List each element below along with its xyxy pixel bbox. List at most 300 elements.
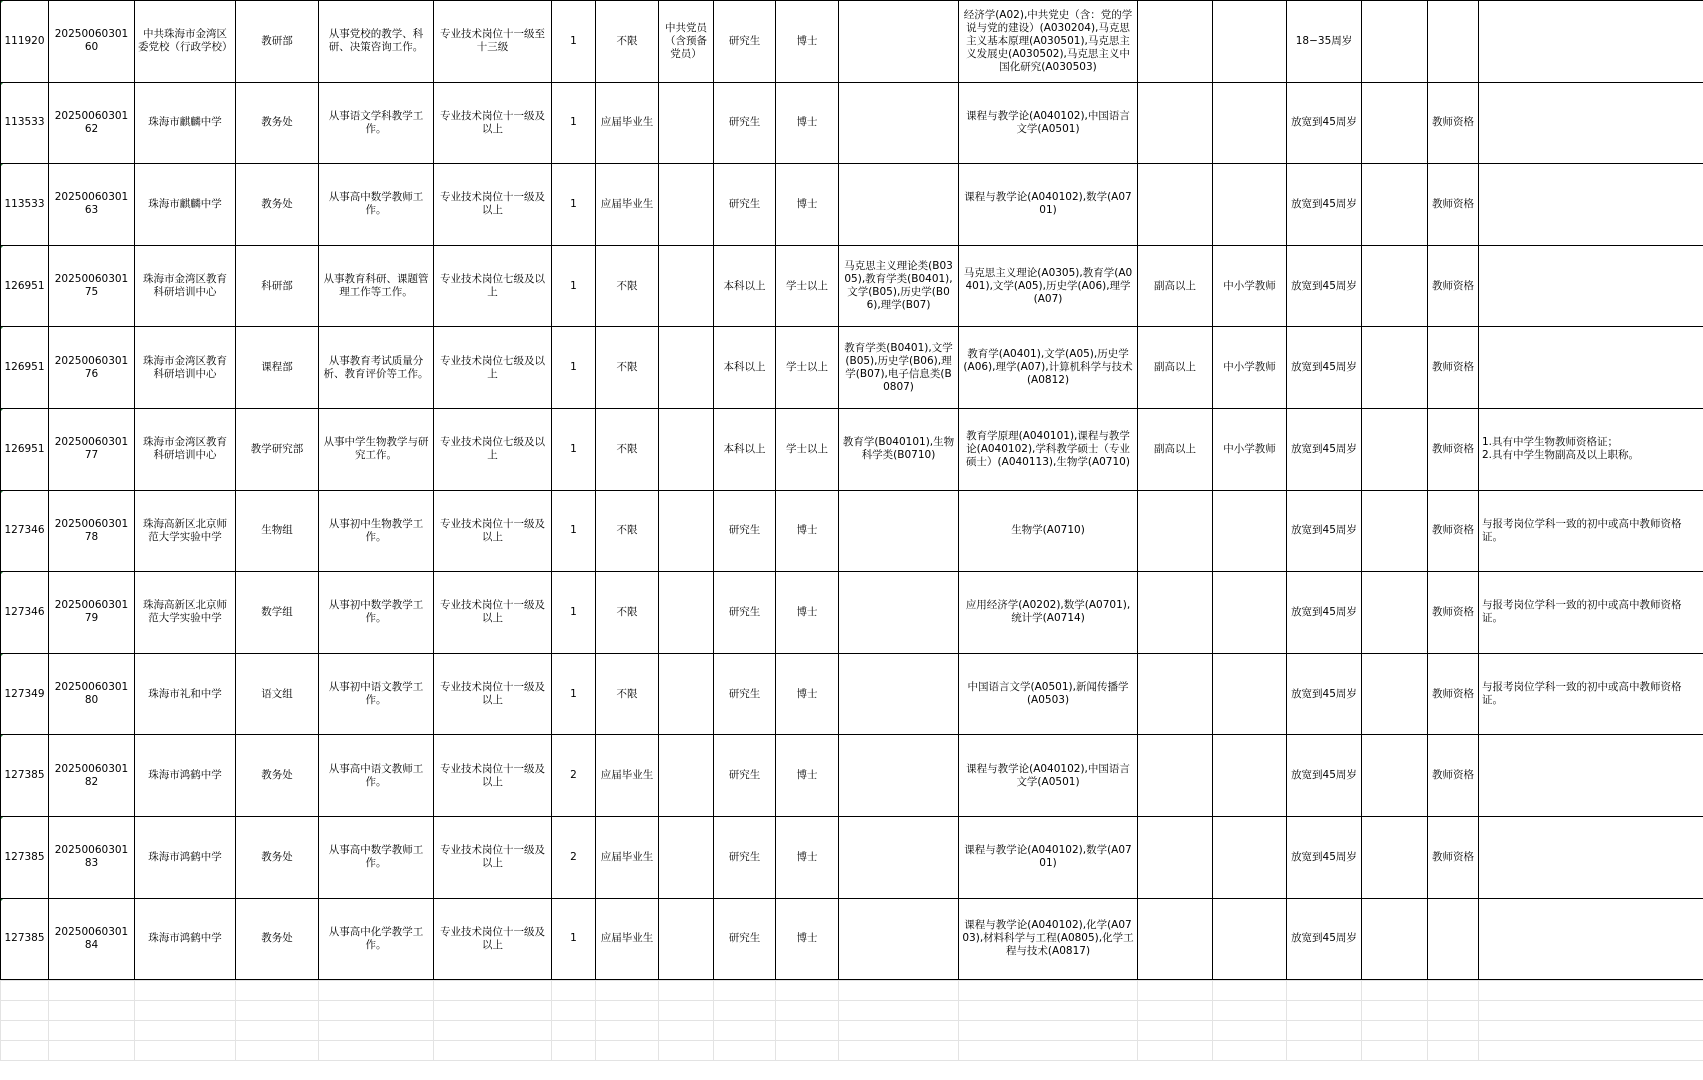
cell-target[interactable]: 应届毕业生 xyxy=(596,898,659,980)
cell-edu[interactable]: 研究生 xyxy=(714,572,776,654)
cell-other[interactable] xyxy=(1479,898,1703,980)
cell-cert[interactable]: 教师资格 xyxy=(1428,408,1479,490)
empty-cell[interactable] xyxy=(1213,1041,1287,1061)
cell-count[interactable]: 1 xyxy=(552,490,596,572)
cell-level[interactable]: 专业技术岗位十一级及以上 xyxy=(434,735,552,817)
empty-cell[interactable] xyxy=(236,1041,319,1061)
empty-cell[interactable] xyxy=(434,1041,552,1061)
cell-major_pg[interactable]: 经济学(A02),中共党史（含：党的学说与党的建设）(A030204),马克思主义基本原理(A030501),马克思主义发展史(A030502),马克思主义中国化研究(A030503) xyxy=(959,1,1138,83)
cell-major_pg[interactable]: 课程与教学论(A040102),数学(A0701) xyxy=(959,816,1138,898)
cell-degree[interactable]: 博士 xyxy=(776,572,839,654)
cell-cert[interactable]: 教师资格 xyxy=(1428,816,1479,898)
cell-other[interactable]: 与报考岗位学科一致的初中或高中教师资格证。 xyxy=(1479,653,1703,735)
cell-c16[interactable] xyxy=(1362,245,1428,327)
cell-duty[interactable]: 从事初中语文教学工作。 xyxy=(319,653,434,735)
cell-count[interactable]: 1 xyxy=(552,572,596,654)
cell-other[interactable] xyxy=(1479,735,1703,817)
cell-age[interactable]: 放宽到45周岁 xyxy=(1287,327,1362,409)
cell-code[interactable]: 113533 xyxy=(1,82,49,164)
empty-cell[interactable] xyxy=(596,981,659,1001)
cell-unit[interactable]: 珠海市礼和中学 xyxy=(135,653,236,735)
cell-unit[interactable]: 珠海市麒麟中学 xyxy=(135,82,236,164)
cell-unit[interactable]: 珠海市麒麟中学 xyxy=(135,164,236,246)
empty-cell[interactable] xyxy=(49,1041,135,1061)
cell-degree[interactable]: 博士 xyxy=(776,816,839,898)
cell-cert[interactable]: 教师资格 xyxy=(1428,653,1479,735)
cell-edu[interactable]: 研究生 xyxy=(714,816,776,898)
cell-major_ug[interactable] xyxy=(839,490,959,572)
empty-cell[interactable] xyxy=(1138,981,1213,1001)
empty-cell[interactable] xyxy=(1,1041,49,1061)
cell-duty[interactable]: 从事语文学科教学工作。 xyxy=(319,82,434,164)
cell-code[interactable]: 111920 xyxy=(1,1,49,83)
cell-post[interactable]: 2025006030160 xyxy=(49,1,135,83)
cell-level[interactable]: 专业技术岗位七级及以上 xyxy=(434,245,552,327)
empty-cell[interactable] xyxy=(49,1021,135,1041)
empty-cell[interactable] xyxy=(1287,1041,1362,1061)
cell-politics[interactable] xyxy=(659,653,714,735)
cell-degree[interactable]: 博士 xyxy=(776,490,839,572)
empty-cell[interactable] xyxy=(135,1041,236,1061)
empty-cell[interactable] xyxy=(1287,1021,1362,1041)
empty-cell[interactable] xyxy=(596,1041,659,1061)
cell-major_pg[interactable]: 课程与教学论(A040102),化学(A0703),材料科学与工程(A0805),化学工程与技术(A0817) xyxy=(959,898,1138,980)
cell-dept[interactable]: 教务处 xyxy=(236,816,319,898)
empty-cell[interactable] xyxy=(552,1041,596,1061)
cell-major_pg[interactable]: 中国语言文学(A0501),新闻传播学(A0503) xyxy=(959,653,1138,735)
empty-cell[interactable] xyxy=(135,1021,236,1041)
cell-title[interactable] xyxy=(1138,816,1213,898)
cell-code[interactable]: 126951 xyxy=(1,245,49,327)
cell-count[interactable]: 2 xyxy=(552,735,596,817)
cell-level[interactable]: 专业技术岗位十一级及以上 xyxy=(434,164,552,246)
cell-duty[interactable]: 从事中学生物教学与研究工作。 xyxy=(319,408,434,490)
cell-target[interactable]: 不限 xyxy=(596,572,659,654)
empty-cell[interactable] xyxy=(1428,1021,1479,1041)
cell-duty[interactable]: 从事教育科研、课题管理工作等工作。 xyxy=(319,245,434,327)
cell-count[interactable]: 1 xyxy=(552,245,596,327)
empty-cell[interactable] xyxy=(135,981,236,1001)
cell-level[interactable]: 专业技术岗位七级及以上 xyxy=(434,327,552,409)
empty-cell[interactable] xyxy=(1428,1041,1479,1061)
cell-degree[interactable]: 学士以上 xyxy=(776,327,839,409)
empty-cell[interactable] xyxy=(959,1021,1138,1041)
cell-count[interactable]: 1 xyxy=(552,1,596,83)
empty-cell[interactable] xyxy=(1,981,49,1001)
cell-major_ug[interactable]: 马克思主义理论类(B0305),教育学类(B0401),文学(B05),历史学(B06),理学(B07) xyxy=(839,245,959,327)
cell-qual[interactable] xyxy=(1213,164,1287,246)
cell-politics[interactable] xyxy=(659,735,714,817)
cell-degree[interactable]: 博士 xyxy=(776,898,839,980)
cell-c16[interactable] xyxy=(1362,82,1428,164)
cell-politics[interactable] xyxy=(659,327,714,409)
cell-edu[interactable]: 研究生 xyxy=(714,898,776,980)
cell-cert[interactable]: 教师资格 xyxy=(1428,735,1479,817)
cell-edu[interactable]: 研究生 xyxy=(714,490,776,572)
cell-level[interactable]: 专业技术岗位十一级及以上 xyxy=(434,490,552,572)
cell-major_pg[interactable]: 马克思主义理论(A0305),教育学(A0401),文学(A05),历史学(A06),理学(A07) xyxy=(959,245,1138,327)
cell-other[interactable] xyxy=(1479,245,1703,327)
cell-post[interactable]: 2025006030163 xyxy=(49,164,135,246)
cell-post[interactable]: 2025006030162 xyxy=(49,82,135,164)
cell-duty[interactable]: 从事高中化学教学工作。 xyxy=(319,898,434,980)
cell-age[interactable]: 放宽到45周岁 xyxy=(1287,164,1362,246)
cell-major_ug[interactable]: 教育学类(B0401),文学(B05),历史学(B06),理学(B07),电子信息类(B0807) xyxy=(839,327,959,409)
cell-cert[interactable] xyxy=(1428,898,1479,980)
cell-dept[interactable]: 课程部 xyxy=(236,327,319,409)
empty-cell[interactable] xyxy=(1362,1021,1428,1041)
cell-unit[interactable]: 珠海市鸿鹤中学 xyxy=(135,816,236,898)
cell-code[interactable]: 127346 xyxy=(1,572,49,654)
cell-post[interactable]: 2025006030175 xyxy=(49,245,135,327)
cell-c16[interactable] xyxy=(1362,735,1428,817)
cell-code[interactable]: 126951 xyxy=(1,408,49,490)
cell-c16[interactable] xyxy=(1362,327,1428,409)
cell-other[interactable] xyxy=(1479,816,1703,898)
cell-degree[interactable]: 博士 xyxy=(776,1,839,83)
cell-cert[interactable]: 教师资格 xyxy=(1428,572,1479,654)
cell-major_ug[interactable]: 教育学(B040101),生物科学类(B0710) xyxy=(839,408,959,490)
empty-cell[interactable] xyxy=(434,1001,552,1021)
cell-count[interactable]: 1 xyxy=(552,82,596,164)
empty-cell[interactable] xyxy=(236,1021,319,1041)
cell-level[interactable]: 专业技术岗位十一级至十三级 xyxy=(434,1,552,83)
empty-cell[interactable] xyxy=(1213,1021,1287,1041)
cell-age[interactable]: 放宽到45周岁 xyxy=(1287,735,1362,817)
empty-cell[interactable] xyxy=(1213,1001,1287,1021)
empty-cell[interactable] xyxy=(434,1021,552,1041)
empty-cell[interactable] xyxy=(1213,981,1287,1001)
cell-degree[interactable]: 博士 xyxy=(776,164,839,246)
empty-cell[interactable] xyxy=(714,1001,776,1021)
cell-politics[interactable] xyxy=(659,245,714,327)
cell-count[interactable]: 1 xyxy=(552,327,596,409)
cell-cert[interactable]: 教师资格 xyxy=(1428,490,1479,572)
empty-cell[interactable] xyxy=(839,981,959,1001)
cell-other[interactable] xyxy=(1479,82,1703,164)
cell-unit[interactable]: 珠海市金湾区教育科研培训中心 xyxy=(135,245,236,327)
cell-cert[interactable] xyxy=(1428,1,1479,83)
cell-cert[interactable]: 教师资格 xyxy=(1428,164,1479,246)
cell-unit[interactable]: 珠海高新区北京师范大学实验中学 xyxy=(135,572,236,654)
empty-cell[interactable] xyxy=(659,981,714,1001)
cell-post[interactable]: 2025006030176 xyxy=(49,327,135,409)
cell-dept[interactable]: 教研部 xyxy=(236,1,319,83)
cell-c16[interactable] xyxy=(1362,653,1428,735)
cell-count[interactable]: 1 xyxy=(552,653,596,735)
cell-code[interactable]: 127346 xyxy=(1,490,49,572)
cell-code[interactable]: 127385 xyxy=(1,816,49,898)
cell-post[interactable]: 2025006030182 xyxy=(49,735,135,817)
cell-unit[interactable]: 珠海高新区北京师范大学实验中学 xyxy=(135,490,236,572)
cell-dept[interactable]: 科研部 xyxy=(236,245,319,327)
empty-cell[interactable] xyxy=(839,1041,959,1061)
cell-unit[interactable]: 珠海市鸿鹤中学 xyxy=(135,898,236,980)
cell-major_pg[interactable]: 教育学原理(A040101),课程与教学论(A040102),学科教学硕士（专业硕士）(A040113),生物学(A0710) xyxy=(959,408,1138,490)
cell-post[interactable]: 2025006030177 xyxy=(49,408,135,490)
cell-target[interactable]: 不限 xyxy=(596,327,659,409)
cell-dept[interactable]: 数学组 xyxy=(236,572,319,654)
cell-age[interactable]: 放宽到45周岁 xyxy=(1287,653,1362,735)
empty-cell[interactable] xyxy=(236,1001,319,1021)
cell-code[interactable]: 127385 xyxy=(1,735,49,817)
cell-unit[interactable]: 珠海市金湾区教育科研培训中心 xyxy=(135,408,236,490)
empty-cell[interactable] xyxy=(1138,1041,1213,1061)
cell-degree[interactable]: 博士 xyxy=(776,735,839,817)
cell-edu[interactable]: 研究生 xyxy=(714,82,776,164)
cell-age[interactable]: 放宽到45周岁 xyxy=(1287,816,1362,898)
cell-code[interactable]: 126951 xyxy=(1,327,49,409)
empty-cell[interactable] xyxy=(839,1001,959,1021)
cell-c16[interactable] xyxy=(1362,898,1428,980)
cell-edu[interactable]: 本科以上 xyxy=(714,245,776,327)
cell-post[interactable]: 2025006030179 xyxy=(49,572,135,654)
cell-dept[interactable]: 语文组 xyxy=(236,653,319,735)
cell-qual[interactable] xyxy=(1213,82,1287,164)
cell-count[interactable]: 1 xyxy=(552,898,596,980)
cell-duty[interactable]: 从事教育考试质量分析、教育评价等工作。 xyxy=(319,327,434,409)
cell-politics[interactable]: 中共党员（含预备党员） xyxy=(659,1,714,83)
cell-c16[interactable] xyxy=(1362,816,1428,898)
empty-cell[interactable] xyxy=(552,1001,596,1021)
cell-cert[interactable]: 教师资格 xyxy=(1428,327,1479,409)
cell-edu[interactable]: 本科以上 xyxy=(714,327,776,409)
cell-edu[interactable]: 研究生 xyxy=(714,735,776,817)
cell-level[interactable]: 专业技术岗位十一级及以上 xyxy=(434,816,552,898)
cell-code[interactable]: 127349 xyxy=(1,653,49,735)
cell-politics[interactable] xyxy=(659,898,714,980)
cell-cert[interactable]: 教师资格 xyxy=(1428,245,1479,327)
empty-cell[interactable] xyxy=(1138,1001,1213,1021)
cell-politics[interactable] xyxy=(659,82,714,164)
cell-title[interactable] xyxy=(1138,164,1213,246)
cell-degree[interactable]: 学士以上 xyxy=(776,245,839,327)
cell-qual[interactable]: 中小学教师 xyxy=(1213,408,1287,490)
cell-qual[interactable] xyxy=(1213,653,1287,735)
empty-cell[interactable] xyxy=(776,1001,839,1021)
cell-other[interactable] xyxy=(1479,164,1703,246)
cell-title[interactable]: 副高以上 xyxy=(1138,408,1213,490)
cell-qual[interactable]: 中小学教师 xyxy=(1213,245,1287,327)
cell-level[interactable]: 专业技术岗位七级及以上 xyxy=(434,408,552,490)
cell-major_ug[interactable] xyxy=(839,816,959,898)
cell-code[interactable]: 113533 xyxy=(1,164,49,246)
empty-cell[interactable] xyxy=(1,1021,49,1041)
empty-cell[interactable] xyxy=(1,1001,49,1021)
cell-post[interactable]: 2025006030178 xyxy=(49,490,135,572)
cell-c16[interactable] xyxy=(1362,572,1428,654)
cell-degree[interactable]: 博士 xyxy=(776,653,839,735)
empty-cell[interactable] xyxy=(1362,981,1428,1001)
cell-unit[interactable]: 珠海市鸿鹤中学 xyxy=(135,735,236,817)
cell-post[interactable]: 2025006030183 xyxy=(49,816,135,898)
cell-level[interactable]: 专业技术岗位十一级及以上 xyxy=(434,82,552,164)
empty-cell[interactable] xyxy=(1479,1021,1703,1041)
cell-politics[interactable] xyxy=(659,408,714,490)
cell-title[interactable] xyxy=(1138,653,1213,735)
cell-title[interactable] xyxy=(1138,572,1213,654)
cell-qual[interactable] xyxy=(1213,898,1287,980)
cell-unit[interactable]: 珠海市金湾区教育科研培训中心 xyxy=(135,327,236,409)
empty-cell[interactable] xyxy=(135,1001,236,1021)
cell-major_ug[interactable] xyxy=(839,898,959,980)
cell-age[interactable]: 放宽到45周岁 xyxy=(1287,572,1362,654)
cell-duty[interactable]: 从事高中数学教师工作。 xyxy=(319,164,434,246)
empty-cell[interactable] xyxy=(1287,981,1362,1001)
cell-major_pg[interactable]: 生物学(A0710) xyxy=(959,490,1138,572)
empty-cell[interactable] xyxy=(319,1001,434,1021)
cell-target[interactable]: 不限 xyxy=(596,1,659,83)
empty-cell[interactable] xyxy=(434,981,552,1001)
cell-age[interactable]: 放宽到45周岁 xyxy=(1287,82,1362,164)
cell-cert[interactable]: 教师资格 xyxy=(1428,82,1479,164)
cell-age[interactable]: 放宽到45周岁 xyxy=(1287,490,1362,572)
cell-count[interactable]: 1 xyxy=(552,408,596,490)
cell-dept[interactable]: 教务处 xyxy=(236,82,319,164)
cell-age[interactable]: 放宽到45周岁 xyxy=(1287,408,1362,490)
empty-cell[interactable] xyxy=(776,1021,839,1041)
empty-cell[interactable] xyxy=(776,981,839,1001)
cell-degree[interactable]: 学士以上 xyxy=(776,408,839,490)
cell-duty[interactable]: 从事高中数学教师工作。 xyxy=(319,816,434,898)
cell-post[interactable]: 2025006030180 xyxy=(49,653,135,735)
cell-major_pg[interactable]: 教育学(A0401),文学(A05),历史学(A06),理学(A07),计算机科学与技术(A0812) xyxy=(959,327,1138,409)
cell-qual[interactable] xyxy=(1213,572,1287,654)
cell-major_ug[interactable] xyxy=(839,1,959,83)
cell-code[interactable]: 127385 xyxy=(1,898,49,980)
empty-cell[interactable] xyxy=(1479,1041,1703,1061)
cell-other[interactable]: 与报考岗位学科一致的初中或高中教师资格证。 xyxy=(1479,490,1703,572)
cell-duty[interactable]: 从事初中生物教学工作。 xyxy=(319,490,434,572)
cell-major_ug[interactable] xyxy=(839,82,959,164)
cell-dept[interactable]: 教务处 xyxy=(236,735,319,817)
cell-politics[interactable] xyxy=(659,816,714,898)
empty-cell[interactable] xyxy=(659,1001,714,1021)
cell-qual[interactable] xyxy=(1213,735,1287,817)
empty-cell[interactable] xyxy=(839,1021,959,1041)
empty-cell[interactable] xyxy=(319,1041,434,1061)
cell-other[interactable] xyxy=(1479,327,1703,409)
cell-politics[interactable] xyxy=(659,164,714,246)
cell-dept[interactable]: 教务处 xyxy=(236,164,319,246)
cell-target[interactable]: 不限 xyxy=(596,490,659,572)
cell-c16[interactable] xyxy=(1362,408,1428,490)
cell-qual[interactable] xyxy=(1213,490,1287,572)
empty-cell[interactable] xyxy=(596,1021,659,1041)
cell-qual[interactable]: 中小学教师 xyxy=(1213,327,1287,409)
cell-major_ug[interactable] xyxy=(839,735,959,817)
cell-duty[interactable]: 从事初中数学教学工作。 xyxy=(319,572,434,654)
empty-cell[interactable] xyxy=(236,981,319,1001)
cell-edu[interactable]: 研究生 xyxy=(714,1,776,83)
cell-politics[interactable] xyxy=(659,572,714,654)
empty-cell[interactable] xyxy=(959,1001,1138,1021)
empty-cell[interactable] xyxy=(714,1021,776,1041)
empty-cell[interactable] xyxy=(552,1021,596,1041)
cell-target[interactable]: 不限 xyxy=(596,653,659,735)
empty-cell[interactable] xyxy=(714,981,776,1001)
cell-dept[interactable]: 生物组 xyxy=(236,490,319,572)
cell-unit[interactable]: 中共珠海市金湾区委党校（行政学校） xyxy=(135,1,236,83)
empty-cell[interactable] xyxy=(1138,1021,1213,1041)
empty-cell[interactable] xyxy=(1479,981,1703,1001)
cell-title[interactable] xyxy=(1138,490,1213,572)
cell-edu[interactable]: 本科以上 xyxy=(714,408,776,490)
empty-cell[interactable] xyxy=(959,1041,1138,1061)
cell-major_pg[interactable]: 课程与教学论(A040102),中国语言文学(A0501) xyxy=(959,82,1138,164)
cell-target[interactable]: 应届毕业生 xyxy=(596,164,659,246)
cell-politics[interactable] xyxy=(659,490,714,572)
cell-title[interactable] xyxy=(1138,82,1213,164)
cell-level[interactable]: 专业技术岗位十一级及以上 xyxy=(434,572,552,654)
cell-title[interactable]: 副高以上 xyxy=(1138,327,1213,409)
cell-other[interactable]: 与报考岗位学科一致的初中或高中教师资格证。 xyxy=(1479,572,1703,654)
empty-cell[interactable] xyxy=(1362,1001,1428,1021)
cell-title[interactable]: 副高以上 xyxy=(1138,245,1213,327)
cell-target[interactable]: 不限 xyxy=(596,245,659,327)
empty-cell[interactable] xyxy=(319,981,434,1001)
empty-cell[interactable] xyxy=(1428,981,1479,1001)
cell-edu[interactable]: 研究生 xyxy=(714,653,776,735)
empty-cell[interactable] xyxy=(319,1021,434,1041)
cell-major_ug[interactable] xyxy=(839,653,959,735)
empty-cell[interactable] xyxy=(714,1041,776,1061)
empty-cell[interactable] xyxy=(959,981,1138,1001)
cell-title[interactable] xyxy=(1138,1,1213,83)
cell-age[interactable]: 18−35周岁 xyxy=(1287,1,1362,83)
empty-cell[interactable] xyxy=(776,1041,839,1061)
cell-post[interactable]: 2025006030184 xyxy=(49,898,135,980)
cell-other[interactable]: 1.具有中学生物教师资格证； 2.具有中学生物副高及以上职称。 xyxy=(1479,408,1703,490)
cell-target[interactable]: 应届毕业生 xyxy=(596,82,659,164)
cell-level[interactable]: 专业技术岗位十一级及以上 xyxy=(434,653,552,735)
empty-cell[interactable] xyxy=(1362,1041,1428,1061)
empty-cell[interactable] xyxy=(659,1041,714,1061)
cell-major_pg[interactable]: 应用经济学(A0202),数学(A0701),统计学(A0714) xyxy=(959,572,1138,654)
empty-cell[interactable] xyxy=(596,1001,659,1021)
cell-age[interactable]: 放宽到45周岁 xyxy=(1287,245,1362,327)
cell-age[interactable]: 放宽到45周岁 xyxy=(1287,898,1362,980)
cell-level[interactable]: 专业技术岗位十一级及以上 xyxy=(434,898,552,980)
cell-other[interactable] xyxy=(1479,1,1703,83)
cell-dept[interactable]: 教务处 xyxy=(236,898,319,980)
cell-target[interactable]: 不限 xyxy=(596,408,659,490)
cell-target[interactable]: 应届毕业生 xyxy=(596,735,659,817)
empty-cell[interactable] xyxy=(49,981,135,1001)
cell-count[interactable]: 1 xyxy=(552,164,596,246)
cell-major_pg[interactable]: 课程与教学论(A040102),中国语言文学(A0501) xyxy=(959,735,1138,817)
cell-degree[interactable]: 博士 xyxy=(776,82,839,164)
cell-dept[interactable]: 教学研究部 xyxy=(236,408,319,490)
cell-major_ug[interactable] xyxy=(839,572,959,654)
empty-cell[interactable] xyxy=(1287,1001,1362,1021)
empty-cell[interactable] xyxy=(1428,1001,1479,1021)
cell-c16[interactable] xyxy=(1362,164,1428,246)
cell-title[interactable] xyxy=(1138,898,1213,980)
cell-edu[interactable]: 研究生 xyxy=(714,164,776,246)
cell-major_ug[interactable] xyxy=(839,164,959,246)
cell-duty[interactable]: 从事党校的教学、科研、决策咨询工作。 xyxy=(319,1,434,83)
cell-count[interactable]: 2 xyxy=(552,816,596,898)
empty-cell[interactable] xyxy=(552,981,596,1001)
cell-duty[interactable]: 从事高中语文教师工作。 xyxy=(319,735,434,817)
cell-title[interactable] xyxy=(1138,735,1213,817)
cell-major_pg[interactable]: 课程与教学论(A040102),数学(A0701) xyxy=(959,164,1138,246)
cell-qual[interactable] xyxy=(1213,1,1287,83)
cell-target[interactable]: 应届毕业生 xyxy=(596,816,659,898)
empty-cell[interactable] xyxy=(659,1021,714,1041)
cell-c16[interactable] xyxy=(1362,490,1428,572)
